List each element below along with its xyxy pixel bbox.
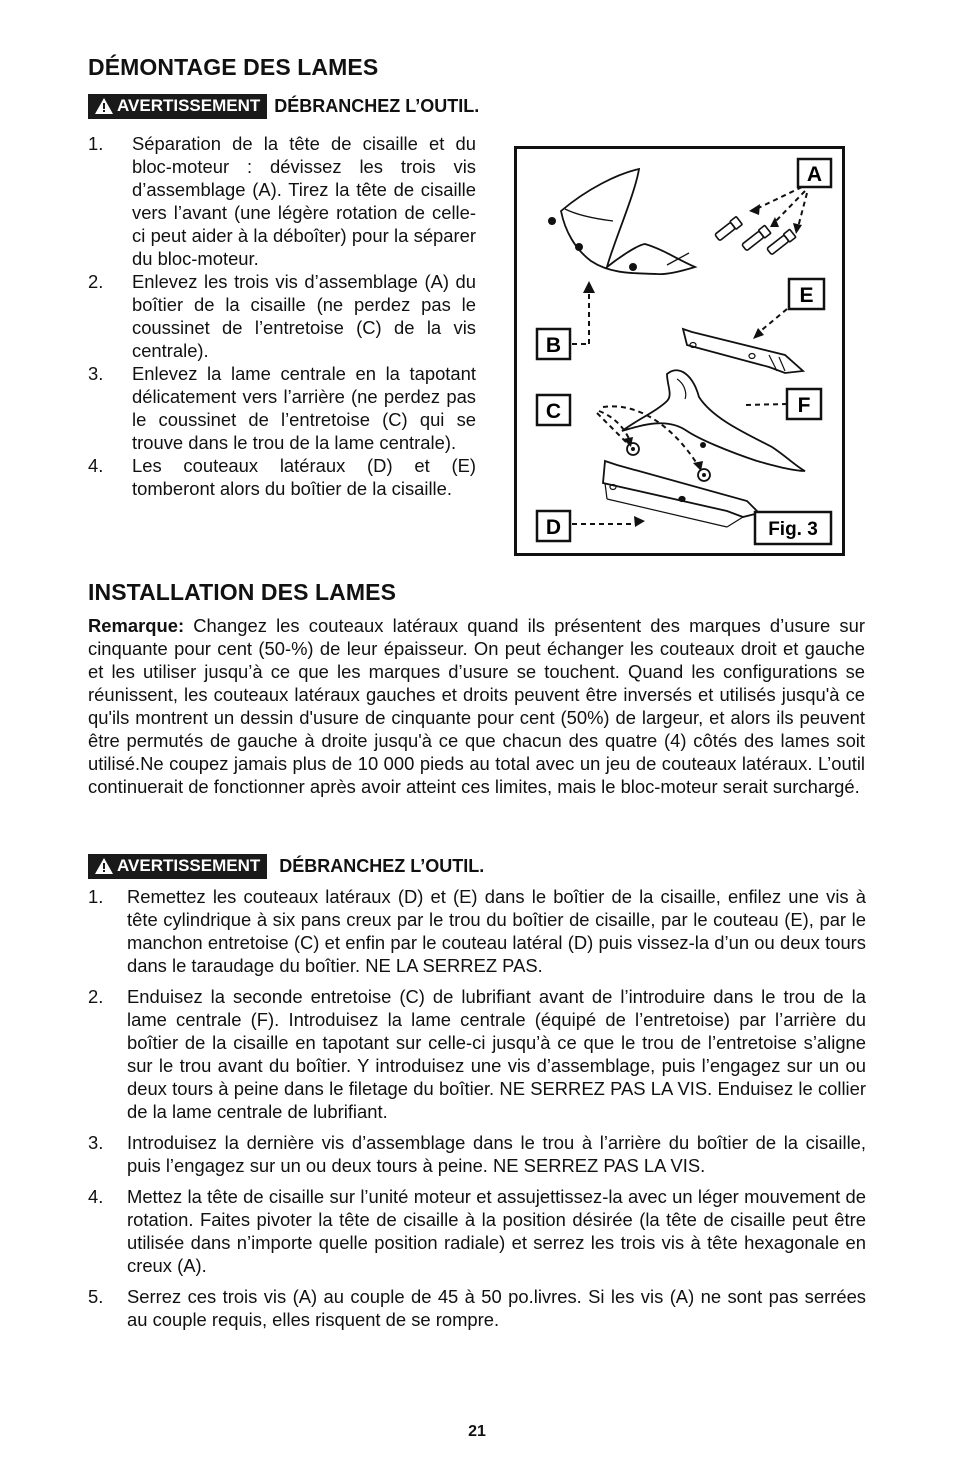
label-box-f bbox=[787, 389, 821, 419]
step-number: 5. bbox=[88, 1286, 104, 1307]
warning-badge-label: AVERTISSEMENT bbox=[117, 96, 261, 115]
step-number: 4. bbox=[88, 1186, 104, 1207]
label-a: A bbox=[806, 163, 823, 186]
list-item bbox=[88, 885, 866, 977]
list-item bbox=[88, 362, 476, 454]
step-text: Mettez la tête de cisaille sur l’unité moteur et assujettissez-la avec un léger mouvement de rotation. Faites pivoter la tête de cisaille à la position désirée (la tête de cisaille peut être utilisée dans n’importe quelle position radiale) et serrez les trois vis à tête hexagonale en creux (A). bbox=[127, 1186, 866, 1276]
section-title-installation: INSTALLATION DES LAMES bbox=[88, 579, 397, 605]
side-cutter-e bbox=[683, 329, 803, 373]
note-paragraph bbox=[88, 614, 865, 798]
warning-row-2 bbox=[88, 854, 484, 879]
figure-3 bbox=[514, 146, 845, 556]
step-number: 2. bbox=[88, 271, 104, 292]
step-number: 4. bbox=[88, 455, 104, 476]
step-text: Introduisez la dernière vis d’assemblage dans le trou à l’arrière du boîtier de la cisaille, puis l’engagez sur un ou deux tours à peine. NE SERREZ PAS LA VIS. bbox=[127, 1132, 866, 1176]
list-item bbox=[88, 454, 476, 500]
label-b: B bbox=[545, 334, 562, 357]
step-number: 2. bbox=[88, 986, 104, 1007]
label-box-d bbox=[537, 511, 570, 541]
step-text: Enlevez les trois vis d’assemblage (A) du boîtier de la cisaille (ne perdez pas le coussinet de l’entretoise (C) de la vis centrale). bbox=[132, 271, 476, 361]
step-number: 1. bbox=[88, 886, 104, 907]
figure-caption-box bbox=[755, 512, 831, 544]
page-number: 21 bbox=[468, 1423, 486, 1440]
list-item bbox=[88, 1131, 866, 1177]
label-box-c bbox=[537, 395, 570, 425]
label-box-b bbox=[537, 329, 570, 359]
label-f: F bbox=[797, 394, 811, 417]
section-title-demontage: DÉMONTAGE DES LAMES bbox=[88, 54, 379, 80]
warning-text: DÉBRANCHEZ L’OUTIL. bbox=[274, 96, 480, 116]
step-number: 1. bbox=[88, 133, 104, 154]
step-text: Enlevez la lame centrale en la tapotant délicatement vers l’arrière (ne perdez pas le coussinet de l’entretoise (C) qui se trouve dans le trou de la lame centrale). bbox=[132, 363, 476, 453]
figure-caption: Fig. 3 bbox=[768, 519, 818, 540]
step-text: Les couteaux latéraux (D) et (E) tomberont alors du boîtier de la cisaille. bbox=[132, 455, 476, 499]
list-item bbox=[88, 132, 476, 270]
center-blade-f bbox=[622, 370, 805, 471]
warning-badge bbox=[88, 854, 267, 879]
label-d: D bbox=[545, 516, 562, 539]
step-text: Séparation de la tête de cisaille et du bloc-moteur : dévissez les trois vis d’assemblage (A). Tirez la tête de cisaille vers l’avant (une légère rotation de celle-ci peut aider à la déboîter) pour la séparer du bloc-moteur. bbox=[132, 133, 476, 269]
label-box-a bbox=[798, 159, 831, 187]
warning-text: DÉBRANCHEZ L’OUTIL. bbox=[279, 856, 485, 876]
step-text: Enduisez la seconde entretoise (C) de lubrifiant avant de l’introduire dans le trou de la lame centrale (F). Introduisez la lame centrale (équipé de l’entretoise) par l’arrière du boîtier de la cisaille en tapotant sur celle-ci jusqu’à ce que le trou de l’entretoise s’aligne sur le trou avant du boîtier. Y introduisez une vis d’assemblage, puis l’engagez sur un ou deux tours à peine dans le filetage du boîtier. NE SERREZ PAS LA VIS. Enduisez le collier de la lame centrale de lubrifiant. bbox=[127, 986, 866, 1122]
screws-a bbox=[714, 217, 796, 256]
warning-row-1 bbox=[88, 94, 479, 119]
step-text: Remettez les couteaux latéraux (D) et (E) dans le boîtier de la cisaille, enfilez une vis à tête cylindrique à six pans creux par le trou du boîtier de cisaille, par le couteau (E), par le manchon entretoise (C) et enfin par le couteau latéral (D) puis vissez-la d’un ou deux tours dans le taraudage du boîtier. NE LA SERREZ PAS. bbox=[127, 886, 866, 976]
shear-head-housing bbox=[561, 169, 695, 274]
label-e: E bbox=[799, 284, 814, 307]
list-item bbox=[88, 1285, 866, 1331]
installation-steps bbox=[88, 885, 866, 1339]
warning-triangle-icon bbox=[95, 858, 113, 874]
warning-badge-label: AVERTISSEMENT bbox=[117, 856, 261, 875]
list-item bbox=[88, 985, 866, 1123]
exploded-view-diagram bbox=[517, 149, 842, 553]
warning-badge bbox=[88, 94, 267, 119]
side-cutter-d bbox=[603, 461, 759, 517]
step-number: 3. bbox=[88, 1132, 104, 1153]
disassembly-steps bbox=[88, 132, 476, 500]
list-item bbox=[88, 1185, 866, 1277]
step-text: Serrez ces trois vis (A) au couple de 45 à 50 po.livres. Si les vis (A) ne sont pas serrées au couple requis, elles risquent de se rompre. bbox=[127, 1286, 866, 1330]
note-label: Remarque: bbox=[88, 615, 185, 636]
note-text: Changez les couteaux latéraux quand ils présentent des marques d’usure sur cinquante pour cent (50-%) de leur épaisseur. On peut échanger les couteaux droit et gauche et les utiliser jusqu’à ce que les marques d’usure se touchent. Quand les configurations se réunissent, les couteaux latéraux gauches et droits peuvent être inversés et utilisés jusqu'à ce qu'ils montrent un dessin d'usure de cinquante pour cent (50%) de largeur, et alors ils peuvent être permutés de gauche à droite jusqu'à ce que chacun des quatre (4) côtés des lames soit utilisé.Ne coupez jamais plus de 10 000 pieds au total avec un jeu de couteaux latéraux. L’outil continuerait de fonctionner après avoir atteint ces limites, mais le bloc-moteur serait surchargé. bbox=[88, 615, 865, 797]
label-c: C bbox=[545, 400, 562, 423]
list-item bbox=[88, 270, 476, 362]
step-number: 3. bbox=[88, 363, 104, 384]
label-box-e bbox=[789, 279, 824, 309]
warning-triangle-icon bbox=[95, 98, 113, 114]
